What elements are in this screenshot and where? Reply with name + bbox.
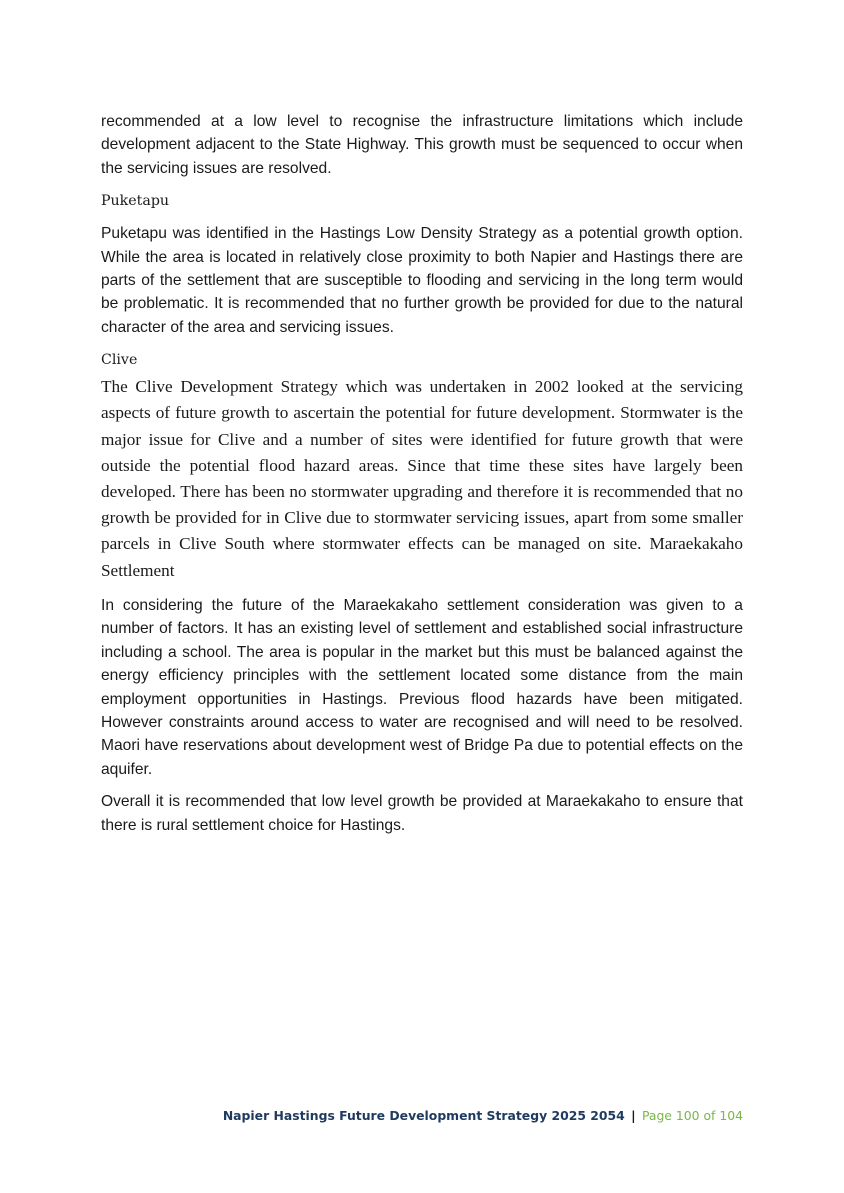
- page-content: [101, 110, 743, 846]
- footer-page-number: Page 100 of 104: [641, 1108, 743, 1123]
- paragraph-intro: recommended at a low level to recognise the infrastructure limitations which include development adjacent to the State Highway. This growth must be sequenced to occur when the servicing issues are resolved.: [101, 113, 743, 177]
- heading-puketapu: Puketapu: [101, 193, 170, 210]
- paragraph-puketapu: Puketapu was identified in the Hastings Low Density Strategy as a potential growth option. While the area is located in relatively close proximity to both Napier and Hastings there are parts of the settlement that are susceptible to flooding and servicing in the long term would be problematic. It is recommended that no further growth be provided for due to the natural character of the area and servicing issues.: [101, 225, 743, 336]
- paragraph-clive: The Clive Development Strategy which was undertaken in 2002 looked at the servicing aspects of future growth to ascertain the potential for future development. Stormwater is the major issue for Clive and a number of sites were identified for future growth that were outside the potential flood hazard areas. Since that time these sites have largely been developed. There has been no stormwater upgrading and therefore it is recommended that no growth be provided for in Clive due to stormwater servicing issues, apart from some smaller parcels in Clive South where stormwater effects can be managed on site. Maraekakaho Settlement: [101, 377, 743, 580]
- paragraph-overall: Overall it is recommended that low level growth be provided at Maraekakaho to ensure that there is rural settlement choice for Hastings.: [101, 793, 743, 834]
- paragraph-maraekakaho: In considering the future of the Maraekakaho settlement consideration was given to a number of factors. It has an existing level of settlement and established social infrastructure including a school. The area is popular in the market but this must be balanced against the energy efficiency principles with the settlement located some distance from the main employment opportunities in Hastings. Previous flood hazards have been mitigated. However constraints around access to water are recognised and will need to be resolved. Maori have reservations about development west of Bridge Pa due to potential effects on the aquifer.: [101, 596, 743, 778]
- footer-doc-title: Napier Hastings Future Development Strategy 2025 2054: [222, 1108, 625, 1123]
- page-footer: [223, 1108, 743, 1123]
- heading-clive: Clive: [101, 352, 138, 369]
- footer-separator: |: [631, 1108, 636, 1123]
